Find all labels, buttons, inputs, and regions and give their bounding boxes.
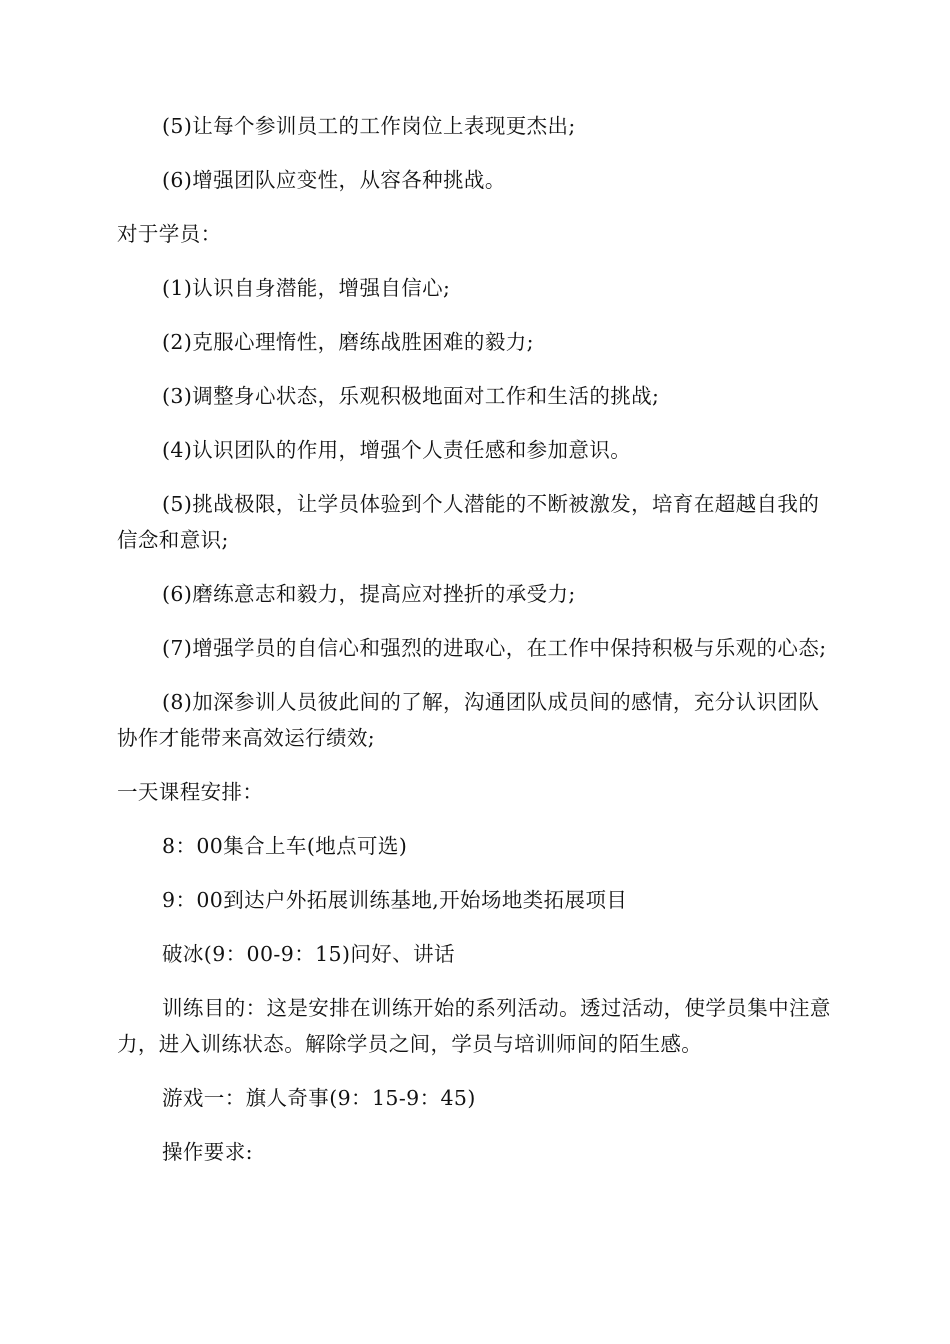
section-heading-trainees: 对于学员： — [117, 222, 222, 246]
schedule-item-icebreak: 破冰(9：00-9：15)问好、讲话 — [162, 942, 455, 966]
paragraph-trainee-8: (8)加深参训人员彼此间的了解，沟通团队成员间的感情，充分认识团队协作才能带来高效运行绩效; — [117, 690, 820, 750]
paragraph-trainee-5: (5)挑战极限，让学员体验到个人潜能的不断被激发，培育在超越自我的信念和意识; — [117, 492, 820, 552]
schedule-item-game-one: 游戏一：旗人奇事(9：15-9：45) — [162, 1086, 476, 1110]
paragraph-trainee-6: (6)磨练意志和毅力，提高应对挫折的承受力; — [162, 582, 576, 606]
paragraph-trainee-1: (1)认识自身潜能，增强自信心; — [162, 276, 451, 300]
paragraph-trainee-7: (7)增强学员的自信心和强烈的进取心，在工作中保持积极与乐观的心态; — [162, 636, 827, 660]
paragraph-goal-5: (5)让每个参训员工的工作岗位上表现更杰出; — [162, 114, 576, 138]
section-heading-schedule: 一天课程安排： — [117, 780, 264, 804]
schedule-item-0800: 8：00集合上车(地点可选) — [162, 834, 408, 858]
paragraph-trainee-2: (2)克服心理惰性，磨练战胜困难的毅力; — [162, 330, 534, 354]
paragraph-trainee-3: (3)调整身心状态，乐观积极地面对工作和生活的挑战; — [162, 384, 660, 408]
document-body — [117, 108, 833, 1170]
paragraph-training-purpose: 训练目的：这是安排在训练开始的系列活动。透过活动，使学员集中注意力，进入训练状态。解除学员之间，学员与培训师间的陌生感。 — [117, 996, 831, 1056]
paragraph-goal-6: (6)增强团队应变性，从容各种挑战。 — [162, 168, 506, 192]
schedule-item-0900: 9：00到达户外拓展训练基地,开始场地类拓展项目 — [162, 888, 628, 912]
paragraph-trainee-4: (4)认识团队的作用，增强个人责任感和参加意识。 — [162, 438, 632, 462]
paragraph-operation-requirements: 操作要求: — [162, 1140, 253, 1164]
